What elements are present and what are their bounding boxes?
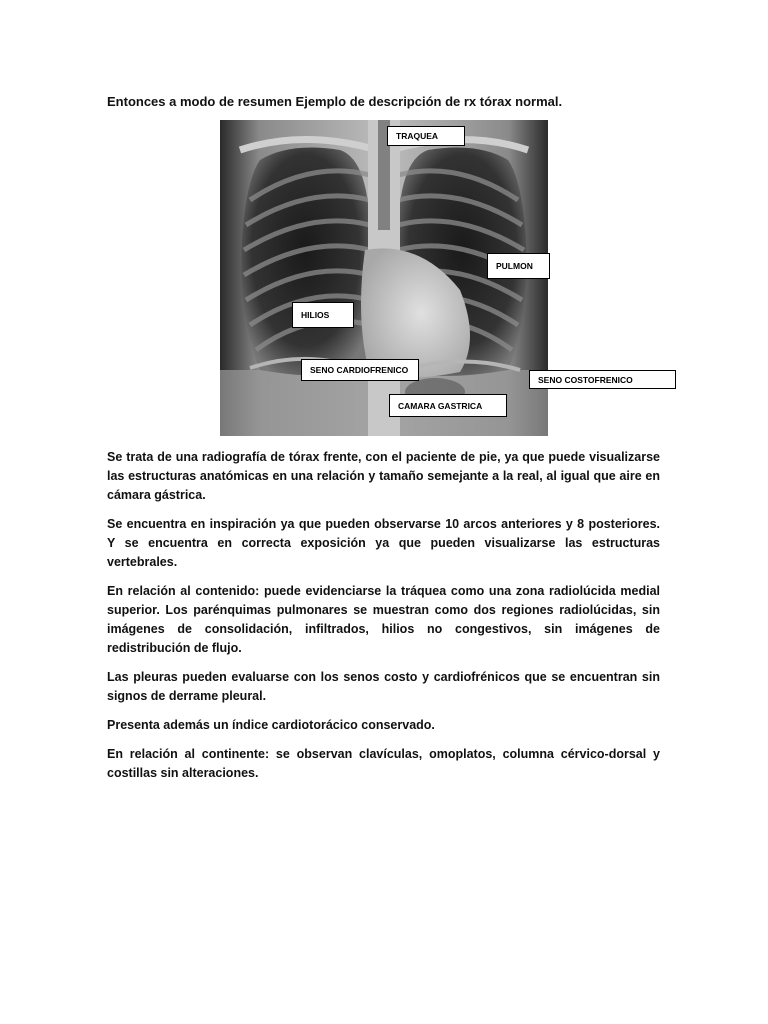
- label-camara-gastrica: CAMARA GASTRICA: [389, 394, 507, 417]
- paragraph: En relación al continente: se observan clavículas, omoplatos, columna cérvico-dorsal y costillas sin alteraciones.: [107, 747, 660, 780]
- intro-heading: Entonces a modo de resumen Ejemplo de descripción de rx tórax normal.: [107, 94, 563, 109]
- paragraph: En relación al contenido: puede evidenciarse la tráquea como una zona radiolúcida medial superior. Los parénquimas pulmonares se muestran como dos regiones radiolúcidas, sin imágenes de consolidación, infiltrados, hilios no congestivos, sin imágenes de redistribución de flujo.: [107, 584, 660, 655]
- label-traquea: TRAQUEA: [387, 126, 465, 146]
- paragraph: Las pleuras pueden evaluarse con los senos costo y cardiofrénicos que se encuentran sin signos de derrame pleural.: [107, 670, 660, 703]
- label-hilios: HILIOS: [292, 302, 354, 328]
- paragraph: Se trata de una radiografía de tórax frente, con el paciente de pie, ya que puede visualizarse las estructuras anatómicas en una relación y tamaño semejante a la real, al igual que aire en cámara gástrica.: [107, 450, 660, 502]
- label-pulmon: PULMON: [487, 253, 550, 279]
- paragraph: Presenta además un índice cardiotorácico conservado.: [107, 718, 435, 732]
- label-seno-cardiofrenico: SENO CARDIOFRENICO: [301, 359, 419, 381]
- label-seno-costofrenico: SENO COSTOFRENICO: [529, 370, 676, 389]
- paragraph: Se encuentra en inspiración ya que pueden observarse 10 arcos anteriores y 8 posteriores. Y se encuentra en correcta exposición ya que pueden visualizarse las estructuras vertebrales.: [107, 517, 660, 569]
- description-body: [107, 448, 660, 793]
